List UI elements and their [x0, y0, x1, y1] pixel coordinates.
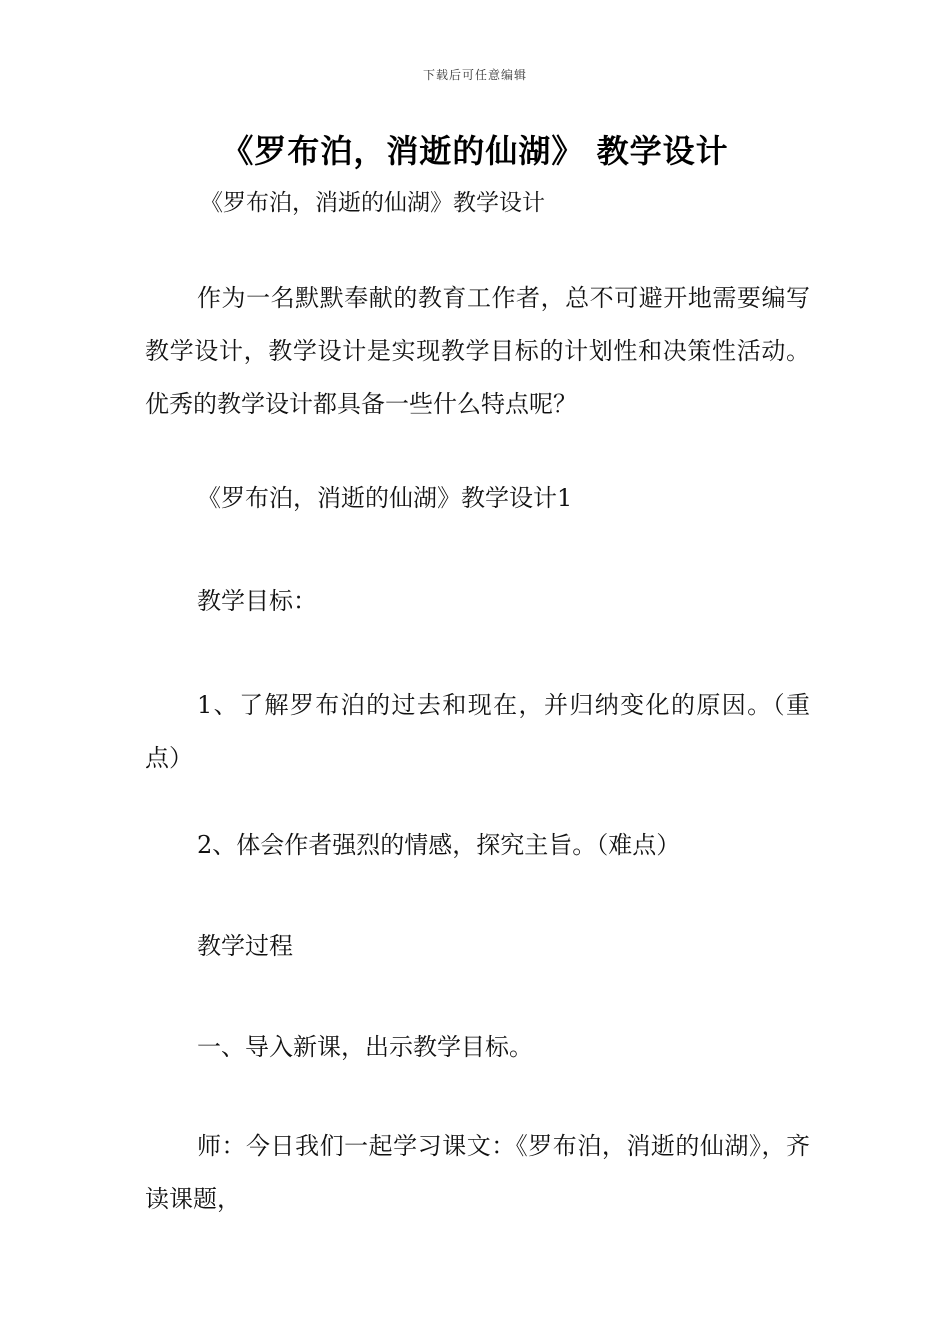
section1-heading: 《罗布泊，消逝的仙湖》教学设计1: [197, 484, 573, 512]
document-subtitle: 《罗布泊，消逝的仙湖》教学设计: [200, 190, 545, 216]
teaching-goal-2: 2、体会作者强烈的情感，探究主旨。（难点）: [197, 831, 681, 859]
teaching-goal-1: 1、了解罗布泊的过去和现在，并归纳变化的原因。（重点）: [145, 691, 810, 772]
intro-paragraph: 作为一名默默奉献的教育工作者，总不可避开地需要编写教学设计，教学设计是实现教学目标的计划性和决策性活动。优秀的教学设计都具备一些什么特点呢？: [145, 284, 810, 418]
document-title: 《罗布泊，消逝的仙湖》 教学设计: [221, 132, 729, 170]
teaching-goals-heading: 教学目标：: [197, 587, 317, 615]
page-header-note: 下载后可任意编辑: [422, 68, 527, 82]
teaching-process-heading: 教学过程: [197, 932, 293, 960]
process-step-1: 一、导入新课，出示教学目标。: [197, 1033, 533, 1061]
teacher-line: 师：今日我们一起学习课文：《罗布泊，消逝的仙湖》，齐读课题，: [145, 1132, 810, 1213]
